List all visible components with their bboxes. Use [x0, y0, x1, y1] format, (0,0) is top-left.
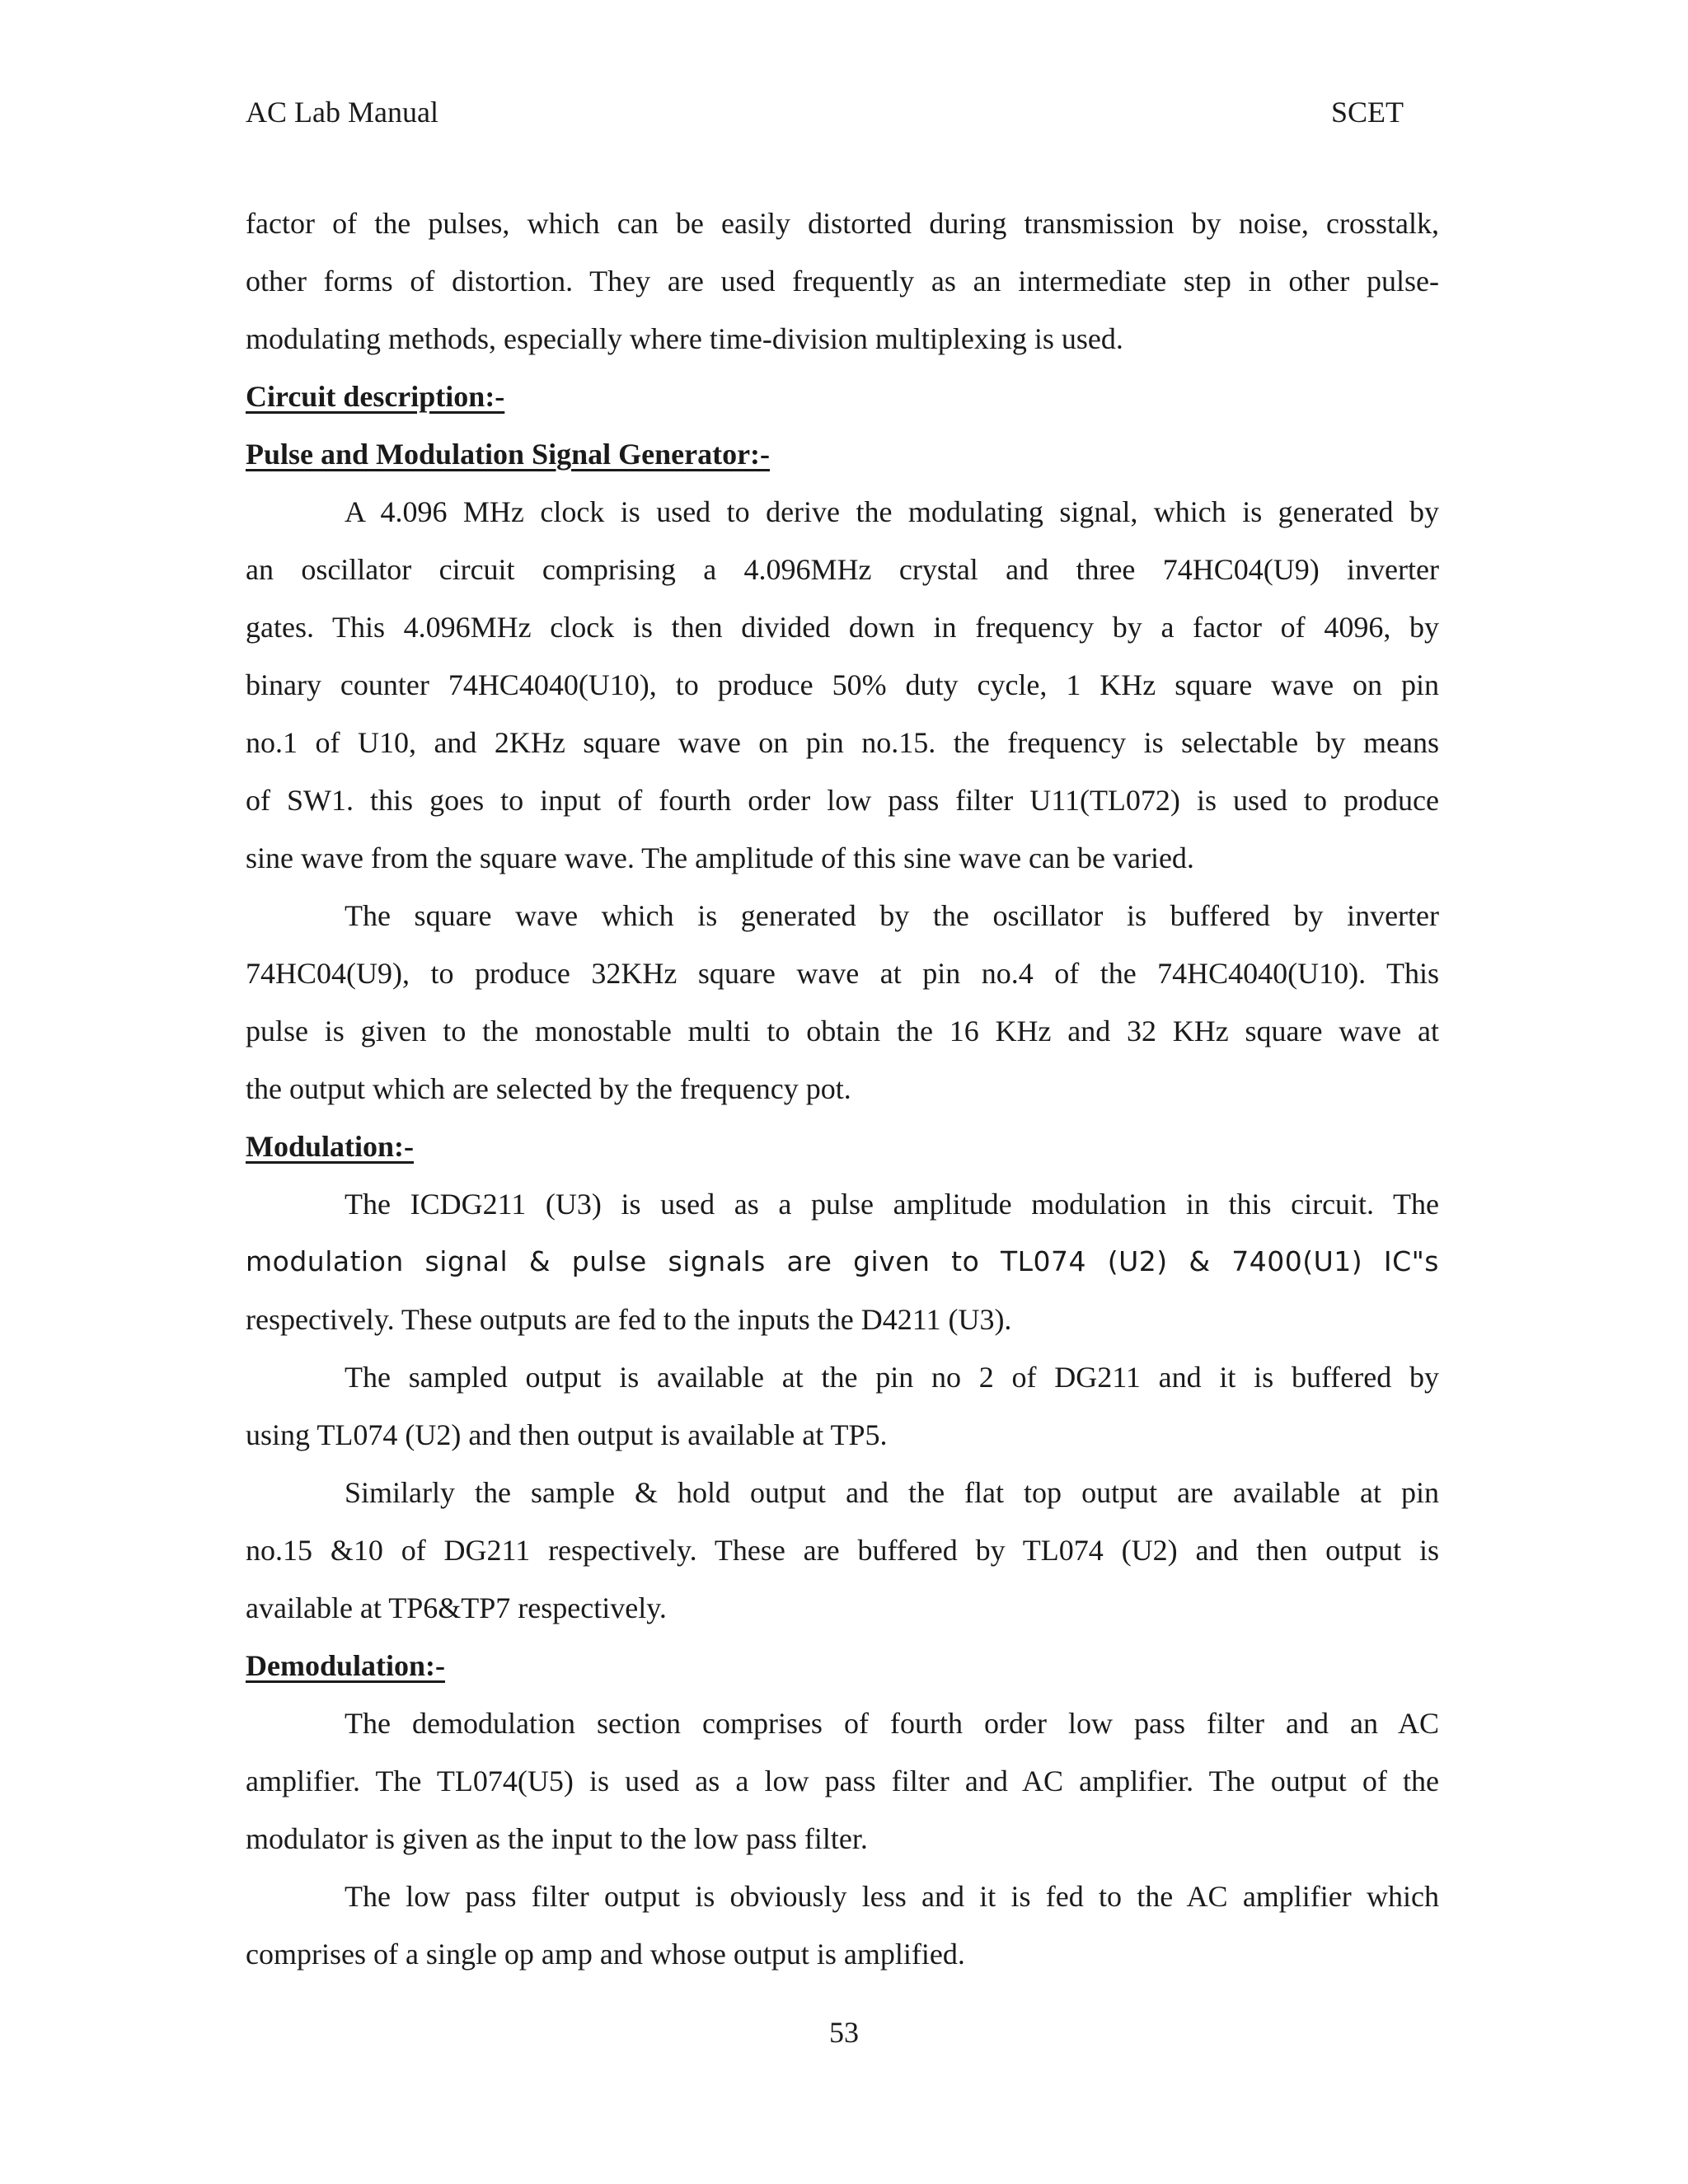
body-line: an oscillator circuit comprising a 4.096MHz crystal and three 74HC04(U9) inverter: [246, 553, 1439, 586]
body-line: sine wave from the square wave. The amplitude of this sine wave can be varied.: [246, 841, 1194, 874]
body-line: the output which are selected by the frequency pot.: [246, 1072, 851, 1105]
body-line: 74HC04(U9), to produce 32KHz square wave at pin no.4 of the 74HC4040(U10). This: [246, 957, 1439, 990]
body-line: other forms of distortion. They are used frequently as an intermediate step in other pulse-: [246, 265, 1439, 298]
header-title: AC Lab Manual: [246, 96, 438, 129]
body-line: amplifier. The TL074(U5) is used as a low pass filter and AC amplifier. The output of the: [246, 1765, 1439, 1797]
body-line: of SW1. this goes to input of fourth order low pass filter U11(TL072) is used to produce: [246, 784, 1439, 817]
page-body: [246, 194, 1439, 1983]
body-line: comprises of a single op amp and whose output is amplified.: [246, 1938, 965, 1971]
body-line: available at TP6&TP7 respectively.: [246, 1591, 667, 1624]
header-institution: SCET: [1330, 96, 1404, 129]
body-line: using TL074 (U2) and then output is available at TP5.: [246, 1418, 888, 1451]
body-line: Similarly the sample & hold output and the flat top output are available at pin: [345, 1476, 1439, 1509]
body-line: modulator is given as the input to the low pass filter.: [246, 1822, 868, 1855]
body-line: no.1 of U10, and 2KHz square wave on pin no.15. the frequency is selectable by means: [246, 726, 1439, 759]
body-line: modulation signal & pulse signals are given to TL074 (U2) & 7400(U1) IC"s: [246, 1245, 1439, 1277]
body-line: gates. This 4.096MHz clock is then divided down in frequency by a factor of 4096, by: [246, 611, 1439, 644]
section-heading-circuit-description: Circuit description:-: [246, 380, 505, 413]
section-heading-modulation: Modulation:-: [246, 1130, 415, 1163]
body-line: pulse is given to the monostable multi to obtain the 16 KHz and 32 KHz square wave at: [246, 1015, 1439, 1047]
page-number: 53: [829, 2016, 859, 2049]
body-line: The square wave which is generated by the oscillator is buffered by inverter: [345, 899, 1439, 932]
body-line: The demodulation section comprises of fourth order low pass filter and an AC: [345, 1707, 1439, 1740]
body-line: The ICDG211 (U3) is used as a pulse amplitude modulation in this circuit. The: [345, 1188, 1439, 1221]
body-line: respectively. These outputs are fed to the inputs the D4211 (U3).: [246, 1303, 1012, 1336]
section-heading-pulse-generator: Pulse and Modulation Signal Generator:-: [246, 438, 771, 471]
body-line: modulating methods, especially where time-division multiplexing is used.: [246, 322, 1123, 355]
body-line: The sampled output is available at the pin no 2 of DG211 and it is buffered by: [345, 1361, 1439, 1394]
body-line: A 4.096 MHz clock is used to derive the modulating signal, which is generated by: [345, 495, 1439, 528]
body-line: no.15 &10 of DG211 respectively. These are buffered by TL074 (U2) and then output is: [246, 1534, 1439, 1567]
section-heading-demodulation: Demodulation:-: [246, 1649, 445, 1682]
body-line: The low pass filter output is obviously less and it is fed to the AC amplifier which: [345, 1880, 1439, 1913]
body-line: factor of the pulses, which can be easily distorted during transmission by noise, crosstalk,: [246, 207, 1439, 240]
body-line: binary counter 74HC4040(U10), to produce 50% duty cycle, 1 KHz square wave on pin: [246, 668, 1439, 701]
